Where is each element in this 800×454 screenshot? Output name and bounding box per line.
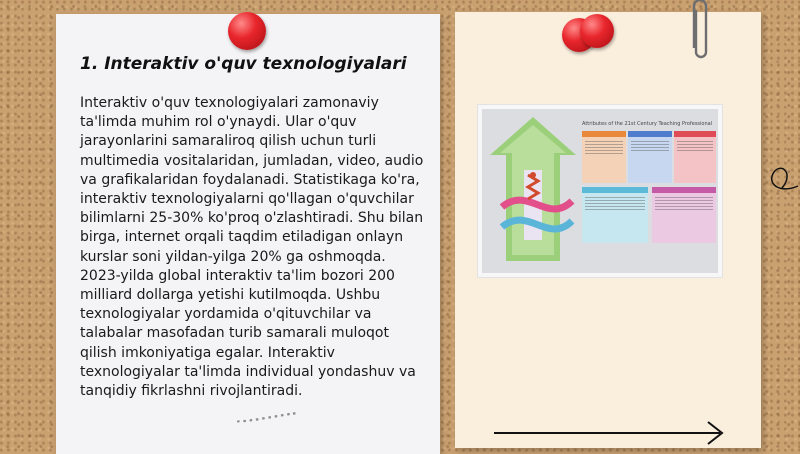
- infographic-box-blue: [628, 131, 672, 183]
- torn-paper-edge: [56, 412, 440, 424]
- infographic-box-teal: [582, 187, 648, 243]
- left-note-card: [56, 14, 440, 454]
- teaching-infographic-image: [477, 104, 723, 278]
- right-arrow-icon: [494, 420, 726, 446]
- right-note-card: [455, 12, 761, 448]
- infographic-canvas: [482, 109, 718, 273]
- paperclip-icon: [688, 0, 714, 66]
- infographic-box-red: [674, 131, 716, 183]
- infographic-box-pink: [652, 187, 716, 243]
- infographic-box-orange: [582, 131, 626, 183]
- pushpin-icon: [580, 14, 614, 48]
- growth-arrow-graphic: [488, 115, 578, 265]
- section-title: 1. Interaktiv o'quv texnologiyalari: [80, 54, 407, 74]
- section-body-text: Interaktiv o'quv texnologiyalari zamonaviy ta'limda muhim rol o'ynaydi. Ular o'quv jarayonlarini samaraliroq qilish uchun turli multimedia vositalaridan, jumladan, video, audio va grafikalaridan foydalanadi. Statistikaga ko'ra, interaktiv texnologiyalarni qo'llagan o'quvchilar bilimlarni 25-30% ko'proq o'zlashtiradi. Shu bilan birga, internet orqali taqdim etiladigan onlayn kurslar soni yildan-yilga 20% ga oshmoqda. 2023-yilda global interaktiv ta'lim bozori 200 milliard dollarga yetishi kutilmoqda. Ushbu texnologiyalar yordamida o'qituvchilar va talabalar masofadan turib samarali muloqot qilish imkoniyatiga egalar. Interaktiv texnologiyalar ta'limda individual yondashuv va tanqidiy fikrlashni rivojlantiradi.: [80, 95, 424, 400]
- squiggle-arrow-icon: [760, 150, 800, 210]
- pushpin-icon: [228, 12, 266, 50]
- infographic-title: Attributes of the 21st Century Teaching Professional: [582, 121, 713, 127]
